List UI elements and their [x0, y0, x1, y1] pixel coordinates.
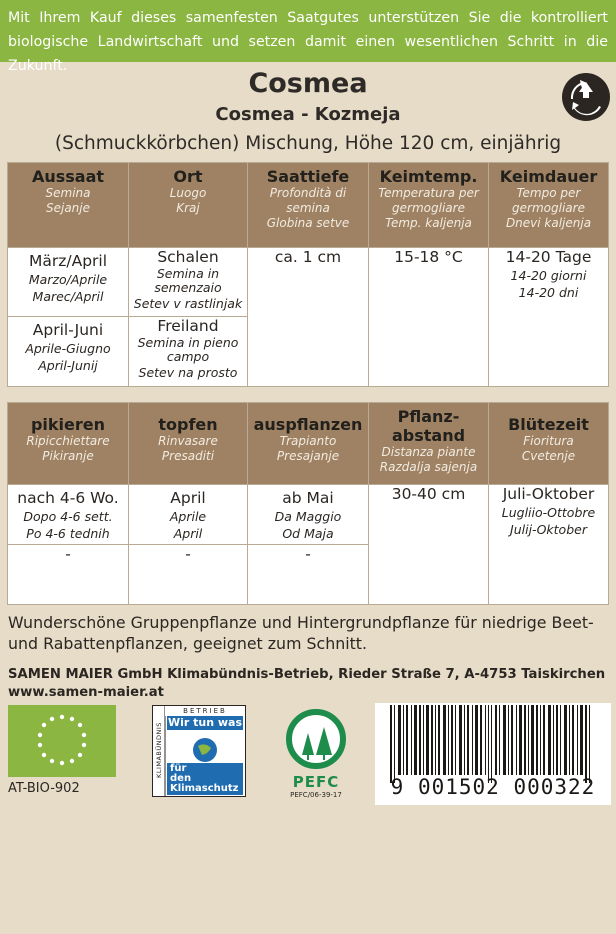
header-topfen: topfen Rinvasare Presaditi: [129, 403, 248, 485]
bio-control-code: AT-BIO-902: [8, 781, 80, 796]
cell-topfen-2: -: [129, 545, 248, 605]
pefc-name: PEFC: [292, 773, 340, 791]
plant-description: Wunderschöne Gruppenpflanze und Hintergrundpflanze für niedrige Beet- und Rabattenpflanzen, geeignet zum Schnitt.: [8, 613, 594, 653]
banner-line-2: biologische Landwirtschaft und setzen damit einen wesentlichen Schritt in die Zukunft.: [8, 34, 608, 74]
cell-pikieren-1: nach 4-6 Wo. Dopo 4-6 sett. Po 4-6 tednih: [8, 485, 129, 545]
klima-line-3: den: [170, 773, 192, 784]
cell-aussaat-1: März/April Marzo/Aprile Marec/April: [8, 248, 129, 317]
cell-topfen-1: April Aprile April: [129, 485, 248, 545]
header-ort: Ort Luogo Kraj: [129, 163, 248, 248]
banner-line-1: Mit Ihrem Kauf dieses samenfesten Saatgutes unterstützen Sie die kontrolliert: [8, 10, 608, 26]
cell-aussaat-2: April-Juni Aprile-Giugno April-Junij: [8, 317, 129, 387]
header-auspflanzen: auspflanzen Trapianto Presajanje: [248, 403, 369, 485]
cell-keimtemp: 15-18 °C: [369, 248, 489, 387]
organic-banner: [0, 0, 616, 74]
cell-ort-1: Schalen Semina in semenzaio Setev v rastlinjak: [129, 248, 248, 317]
klima-line-1: Wir tun was: [167, 716, 243, 729]
cell-pflanzabstand: 30-40 cm: [369, 485, 489, 605]
sowing-table: [7, 162, 609, 387]
header-pflanzabstand: Pflanz- abstand Distanza piante Razdalja sajenja: [369, 403, 489, 485]
pefc-trees-icon: [272, 705, 360, 775]
cell-keimdauer: 14-20 Tage 14-20 giorni 14-20 dni: [489, 248, 609, 387]
cell-bluetezeit: Juli-Oktober Lugliio-Ottobre Julij-Oktober: [489, 485, 609, 605]
pefc-code: PEFC/06-39-17: [290, 791, 342, 799]
klimabuendnis-logo: [152, 705, 246, 797]
barcode-number: 9 001502 000322: [390, 775, 596, 799]
header-aussaat: Aussaat Semina Sejanje: [8, 163, 129, 248]
barcode: [375, 703, 611, 805]
klima-side-text: KLIMABÜNDNIS: [155, 722, 163, 778]
planting-table: [7, 402, 609, 605]
header-keimtemp: Keimtemp. Temperatura per germogliare Temp. kaljenja: [369, 163, 489, 248]
website-link[interactable]: www.samen-maier.at: [8, 685, 164, 700]
klima-line-4: Klimaschutz: [170, 783, 239, 794]
header-saattiefe: Saattiefe Profondità di semina Globina setve: [248, 163, 369, 248]
header-bluetezeit: Blütezeit Fioritura Cvetenje: [489, 403, 609, 485]
product-title: Cosmea: [248, 68, 368, 99]
klima-line-2: für: [170, 763, 187, 774]
eu-organic-leaf-icon: [8, 705, 116, 777]
barcode-bars: [375, 703, 611, 783]
header-pikieren: pikieren Ripicchiettare Pikiranje: [8, 403, 129, 485]
recycle-icon: [561, 72, 611, 122]
cell-auspflanzen-1: ab Mai Da Maggio Od Maja: [248, 485, 369, 545]
cell-ort-2: Freiland Semina in pieno campo Setev na prosto: [129, 317, 248, 387]
company-address: SAMEN MAIER GmbH Klimabündnis-Betrieb, Rieder Straße 7, A-4753 Taiskirchen: [8, 667, 606, 682]
product-description: (Schmuckkörbchen) Mischung, Höhe 120 cm, einjährig: [54, 133, 562, 154]
cell-auspflanzen-2: -: [248, 545, 369, 605]
cell-pikieren-2: -: [8, 545, 129, 605]
header-keimdauer: Keimdauer Tempo per germogliare Dnevi kaljenja: [489, 163, 609, 248]
cell-saattiefe: ca. 1 cm: [248, 248, 369, 387]
product-subtitle: Cosmea - Kozmeja: [215, 104, 401, 125]
pefc-logo: [272, 705, 360, 800]
klima-top-text: BETRIEB: [183, 707, 227, 715]
